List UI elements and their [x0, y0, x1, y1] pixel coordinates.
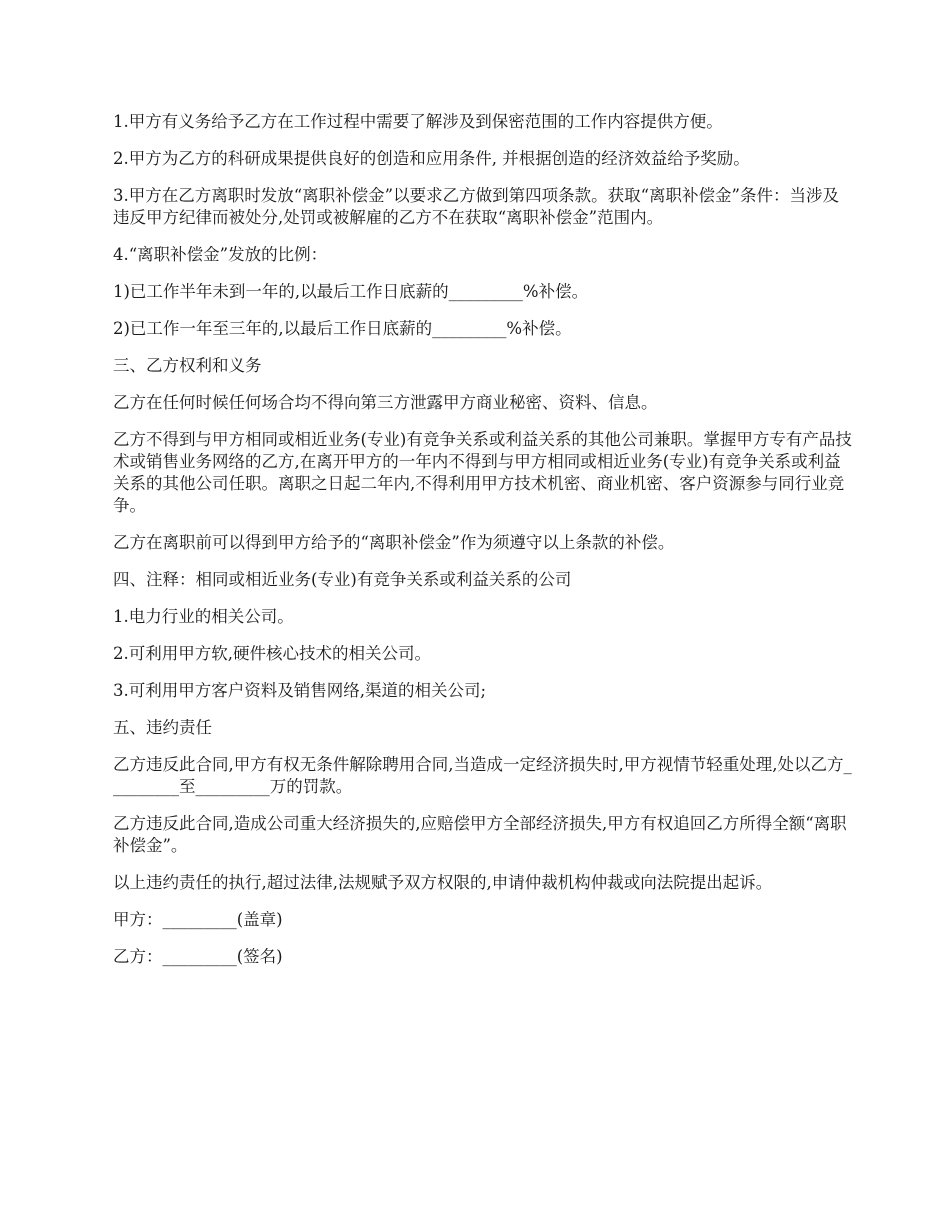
note-item-1: 1.电力行业的相关公司。 — [113, 607, 294, 626]
signature-party-a: 甲方：_________(盖章) — [113, 910, 283, 929]
clause-breach-damages: 乙方违反此合同,造成公司重大经济损失的,应赔偿甲方全部经济损失,甲方有权追回乙方所得全额“离职补偿金”。 — [113, 814, 847, 855]
clause-compensation-ratio-2: 2)已工作一年至三年的,以最后工作日底薪的_________%补偿。 — [113, 319, 572, 338]
section-heading-notes: 四、注释：相同或相近业务(专业)有竞争关系或利益关系的公司 — [113, 570, 572, 589]
clause-compensation-ratio-heading: 4.“离职补偿金”发放的比例： — [113, 245, 328, 264]
clause-party-a-obligation-3: 3.甲方在乙方离职时发放“离职补偿金”以要求乙方做到第四项条款。获取“离职补偿金”条件：当涉及违反甲方纪律而被处分,处罚或被解雇的乙方不在获取“离职补偿金”范围内。 — [113, 186, 839, 227]
clause-breach-arbitration: 以上违约责任的执行,超过法律,法规赋予双方权限的,申请仲裁机构仲裁或向法院提出起诉。 — [113, 873, 773, 892]
document-page — [113, 111, 853, 968]
clause-compensation-ratio-1: 1)已工作半年未到一年的,以最后工作日底薪的_________%补偿。 — [113, 282, 589, 301]
signature-party-b: 乙方：_________(签名) — [113, 947, 283, 966]
clause-party-b-confidentiality: 乙方在任何时候任何场合均不得向第三方泄露甲方商业秘密、资料、信息。 — [113, 393, 658, 412]
section-heading-breach: 五、违约责任 — [113, 718, 212, 737]
note-item-2: 2.可利用甲方软,硬件核心技术的相关公司。 — [113, 644, 431, 663]
note-item-3: 3.可利用甲方客户资料及销售网络,渠道的相关公司; — [113, 681, 487, 700]
clause-party-b-compensation: 乙方在离职前可以得到甲方给予的“离职补偿金”作为须遵守以上条款的补偿。 — [113, 533, 675, 552]
section-heading-party-b-rights: 三、乙方权利和义务 — [113, 356, 262, 375]
clause-party-a-obligation-2: 2.甲方为乙方的科研成果提供良好的创造和应用条件, 并根据创造的经济效益给予奖励。 — [113, 149, 750, 168]
clause-party-a-obligation-1: 1.甲方有义务给予乙方在工作过程中需要了解涉及到保密范围的工作内容提供方便。 — [113, 112, 723, 131]
clause-breach-penalty: 乙方违反此合同,甲方有权无条件解除聘用合同,当造成一定经济损失时,甲方视情节轻重处理,处以乙方_________至_________万的罚款。 — [113, 755, 852, 796]
clause-party-b-non-compete: 乙方不得到与甲方相同或相近业务(专业)有竞争关系或利益关系的其他公司兼职。掌握甲方专有产品技术或销售业务网络的乙方,在离开甲方的一年内不得到与甲方相同或相近业务(专业)有竞争关系或利益关系的其他公司任职。离职之日起二年内,不得利用甲方技术机密、商业机密、客户资源参与同行业竞争。 — [113, 430, 852, 515]
